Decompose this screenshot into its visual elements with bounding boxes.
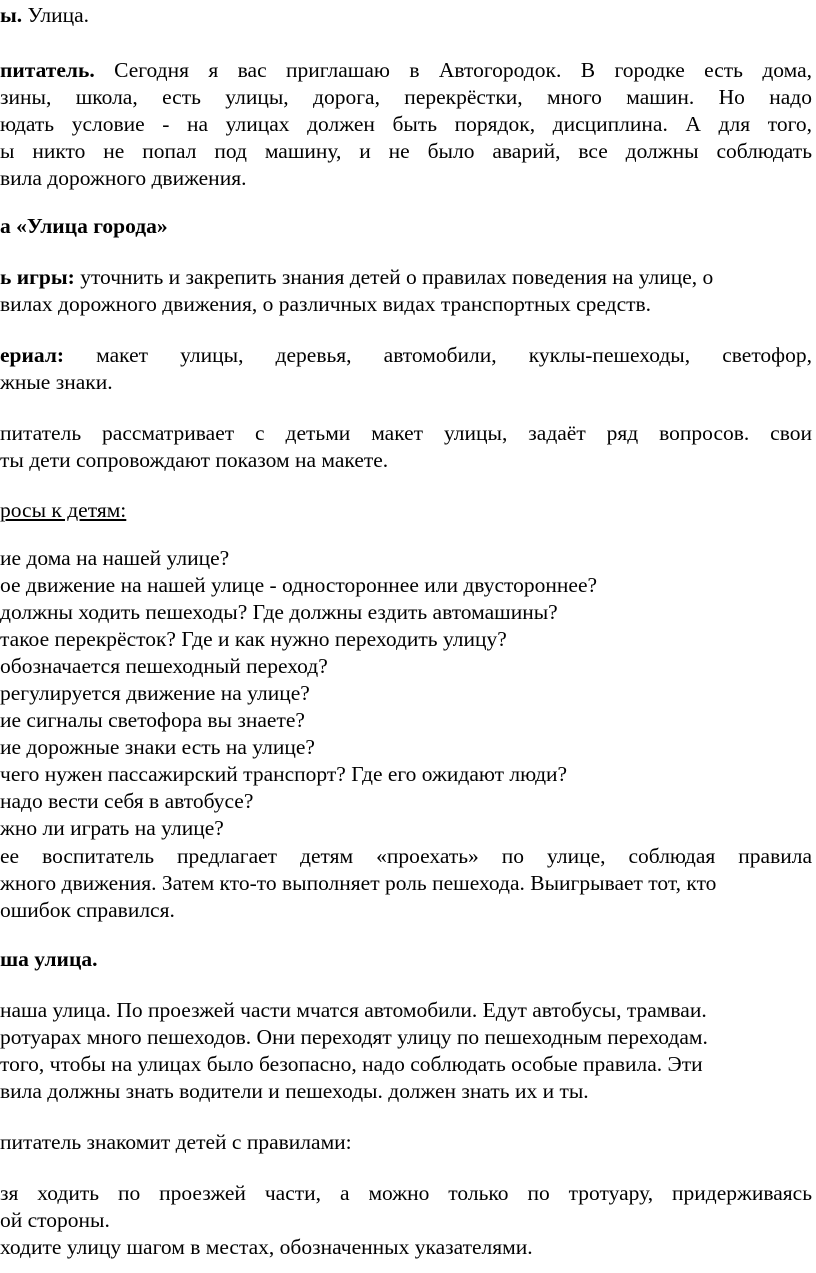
paragraph-line: ошибок справился. [0,898,175,922]
question-item: ое движение на нашей улице - одностороннее или двустороннее? [0,573,598,597]
paragraph-line: ы никто не попал под машину, и не было аварий, все должны соблюдать [0,139,812,163]
paragraph-text: Сегодня я вас приглашаю в Автогородок. В городке есть дома, [114,58,813,82]
material-line [0,342,812,368]
topic-line [0,2,812,28]
question-item: ие дорожные знаки есть на улице? [0,735,315,759]
material-text: макет улицы, деревья, автомобили, куклы-пешеходы, светофор, [96,343,812,367]
paragraph-line: вила должны знать водители и пешеходы. должен знать их и ты. [0,1079,589,1103]
question-item: ие сигналы светофора вы знаете? [0,708,305,732]
goal-line [0,264,812,290]
question-item: чего нужен пассажирский транспорт? Где его ожидают люди? [0,762,568,786]
paragraph-line: наша улица. По проезжей части мчатся автомобили. Едут автобусы, трамваи. [0,998,707,1022]
material-label: ериал: [0,343,65,367]
rules-intro: питатель знакомит детей с правилами: [0,1130,352,1154]
rule-line: ой стороны. [0,1208,110,1232]
paragraph-line: зины, школа, есть улицы, дорога, перекрёстки, много машин. Но надо [0,85,812,109]
material-line: жные знаки. [0,370,113,394]
paragraph-line: юдать условие - на улицах должен быть порядок, дисциплина. А для того, [0,112,812,136]
paragraph-line: вила дорожного движения. [0,166,247,190]
paragraph-line: ротуарах много пешеходов. Они переходят улицу по пешеходным переходам. [0,1025,708,1049]
game-title: а «Улица города» [0,214,168,238]
goal-line: вилах дорожного движения, о различных видах транспортных средств. [0,292,652,316]
question-item: должны ходить пешеходы? Где должны ездить автомашины? [0,600,558,624]
question-item: жно ли играть на улице? [0,816,224,840]
question-item: надо вести себя в автобусе? [0,789,254,813]
topic-label: ы. [0,3,23,27]
section-title: ша улица. [0,947,98,971]
questions-heading: росы к детям: [0,498,127,522]
question-item: такое перекрёсток? Где и как нужно переходить улицу? [0,627,507,651]
topic-text: Улица. [27,3,90,27]
question-item: регулируется движение на улице? [0,681,310,705]
question-item: обозначается пешеходный переход? [0,654,328,678]
paragraph-line: того, чтобы на улицах было безопасно, надо соблюдать особые правила. Эти [0,1052,703,1076]
intro-line: питатель рассматривает с детьми макет улицы, задаёт ряд вопросов. свои [0,421,812,445]
rule-line: ходите улицу шагом в местах, обозначенных указателями. [0,1235,533,1259]
paragraph-line: жного движения. Затем кто-то выполняет роль пешехода. Выигрывает тот, кто [0,871,717,895]
goal-text: уточнить и закрепить знания детей о правилах поведения на улице, о [80,265,714,289]
question-item: ие дома на нашей улице? [0,546,230,570]
rule-line: зя ходить по проезжей части, а можно только по тротуару, придерживаясь [0,1181,812,1205]
speaker-label: питатель. [0,58,95,82]
paragraph-line: ее воспитатель предлагает детям «проехать» по улице, соблюдая правила [0,844,812,868]
intro-line: ты дети сопровождают показом на макете. [0,448,389,472]
goal-label: ь игры: [0,265,75,289]
paragraph-line [0,57,812,83]
